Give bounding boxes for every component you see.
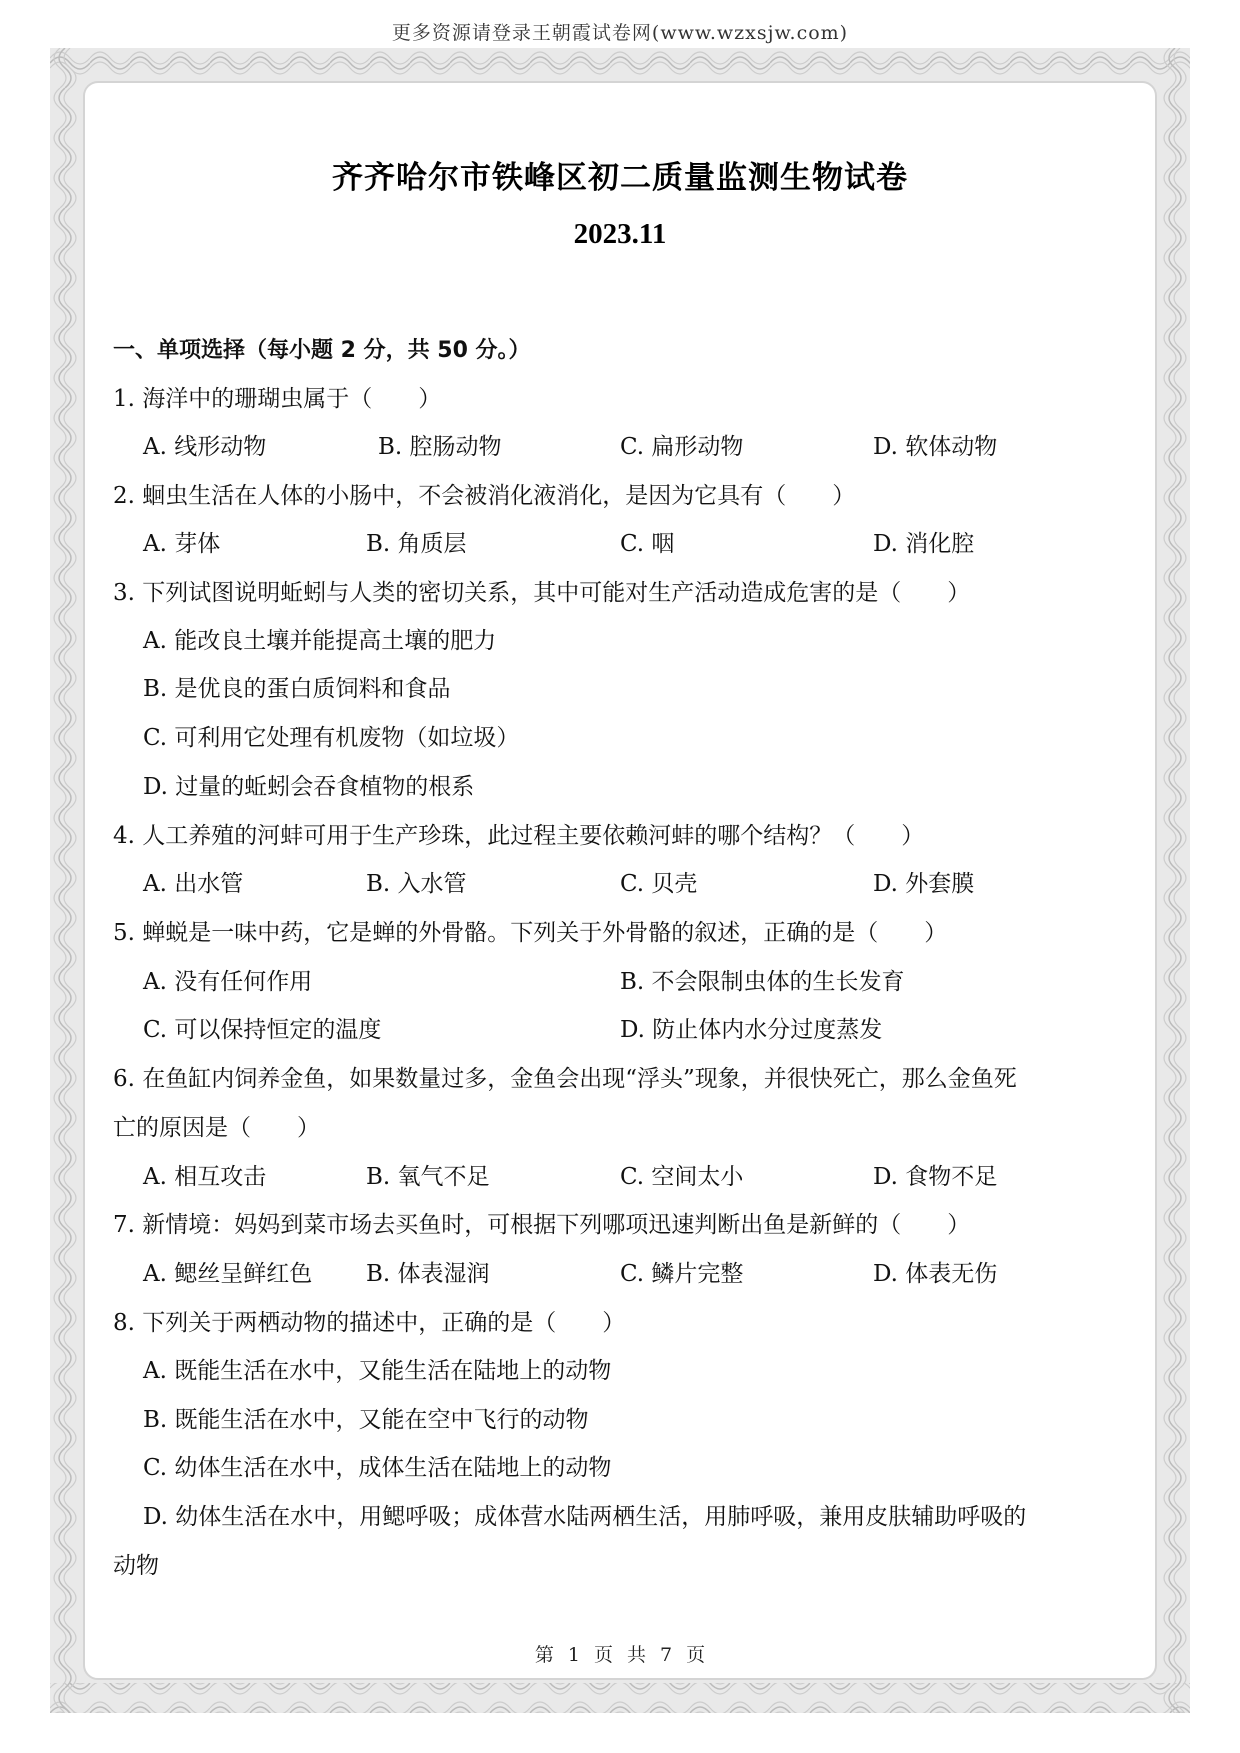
option: D. 软体动物 [873, 434, 998, 460]
question-stem: 3. 下列试图说明蚯蚓与人类的密切关系，其中可能对生产活动造成危害的是（ ） [113, 580, 971, 606]
header-note: 更多资源请登录王朝霞试卷网(www.wzxsjw.com) [391, 22, 849, 44]
option: B. 入水管 [366, 871, 467, 897]
option: B. 腔肠动物 [378, 434, 502, 460]
option: A. 能改良土壤并能提高土壤的肥力 [143, 628, 497, 654]
option: A. 芽体 [143, 531, 221, 557]
option: C. 扁形动物 [620, 434, 744, 460]
section-heading: 一、单项选择（每小题 2 分，共 50 分。） [113, 338, 531, 363]
option: B. 氧气不足 [366, 1164, 490, 1190]
question-stem: 5. 蝉蜕是一味中药，它是蝉的外骨骼。下列关于外骨骼的叙述，正确的是（ ） [113, 920, 948, 946]
option: A. 既能生活在水中，又能生活在陆地上的动物 [143, 1358, 612, 1384]
option-continued: 动物 [113, 1553, 159, 1579]
exam-date: 2023.11 [573, 218, 667, 250]
option: B. 体表湿润 [366, 1261, 490, 1287]
question-stem: 1. 海洋中的珊瑚虫属于（ ） [113, 386, 442, 412]
option: D. 幼体生活在水中，用鳃呼吸；成体营水陆两栖生活，用肺呼吸，兼用皮肤辅助呼吸的 [143, 1504, 1027, 1530]
question-stem: 4. 人工养殖的河蚌可用于生产珍珠，此过程主要依赖河蚌的哪个结构？（ ） [113, 823, 925, 849]
question-stem: 7. 新情境：妈妈到菜市场去买鱼时，可根据下列哪项迅速判断出鱼是新鲜的（ ） [113, 1212, 971, 1238]
option: C. 幼体生活在水中，成体生活在陆地上的动物 [143, 1455, 612, 1481]
option: C. 贝壳 [620, 871, 698, 897]
option: C. 空间太小 [620, 1164, 744, 1190]
option: D. 食物不足 [873, 1164, 998, 1190]
option: D. 体表无伤 [873, 1261, 998, 1287]
option: B. 角质层 [366, 531, 467, 557]
option: C. 可以保持恒定的温度 [143, 1017, 382, 1043]
question-stem: 6. 在鱼缸内饲养金鱼，如果数量过多，金鱼会出现“浮头”现象，并很快死亡，那么金鱼死 [113, 1066, 1017, 1092]
option: C. 鳞片完整 [620, 1261, 744, 1287]
option: D. 过量的蚯蚓会吞食植物的根系 [143, 774, 475, 800]
option: A. 鳃丝呈鲜红色 [143, 1261, 313, 1287]
option: D. 外套膜 [873, 871, 975, 897]
option: B. 是优良的蛋白质饲料和食品 [143, 676, 451, 702]
question-stem: 8. 下列关于两栖动物的描述中，正确的是（ ） [113, 1310, 626, 1336]
option: D. 消化腔 [873, 531, 975, 557]
option: B. 既能生活在水中，又能在空中飞行的动物 [143, 1407, 589, 1433]
option: D. 防止体内水分过度蒸发 [620, 1017, 883, 1043]
option: A. 相互攻击 [143, 1164, 267, 1190]
option: C. 咽 [620, 531, 675, 557]
option: A. 线形动物 [143, 434, 267, 460]
option: C. 可利用它处理有机废物（如垃圾） [143, 725, 520, 751]
option: B. 不会限制虫体的生长发育 [620, 969, 905, 995]
option: A. 出水管 [143, 871, 244, 897]
option: A. 没有任何作用 [143, 969, 313, 995]
page-title: 齐齐哈尔市铁峰区初二质量监测生物试卷 [332, 160, 908, 196]
question-stem: 2. 蛔虫生活在人体的小肠中，不会被消化液消化，是因为它具有（ ） [113, 483, 856, 509]
page-number: 第 1 页 共 7 页 [534, 1644, 706, 1666]
question-stem-continued: 亡的原因是（ ） [113, 1115, 320, 1141]
